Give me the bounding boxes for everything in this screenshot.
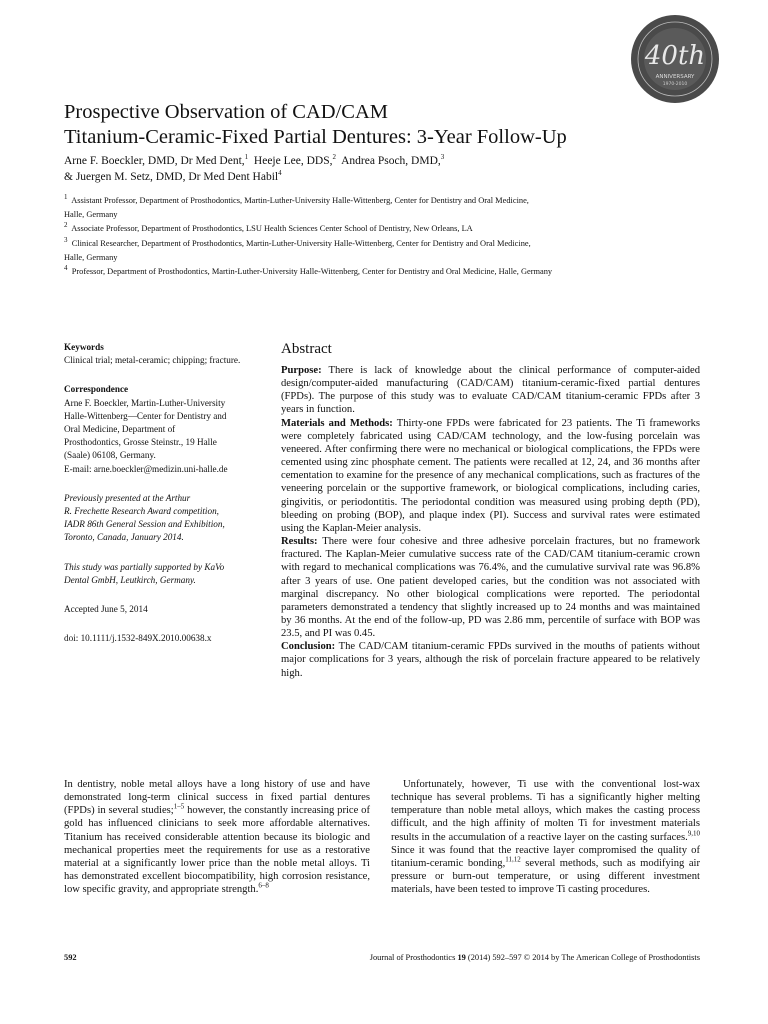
citation-ref[interactable]: 6–8 [258,881,269,890]
keywords-text: Clinical trial; metal-ceramic; chipping; fracture. [64,355,241,366]
doi-link[interactable]: doi: 10.1111/j.1532-849X.2010.00638.x [64,633,212,644]
affiliation-mark: 3 [64,235,68,244]
correspondence-line: (Saale) 06108, Germany. [64,450,156,461]
support-line: This study was partially supported by KaVo [64,561,225,572]
journal-pages: (2014) 592–597 [465,953,524,962]
support-line: Dental GmbH, Leutkirch, Germany. [64,574,196,585]
affiliation-mark: 4 [64,264,68,273]
results-text: There were four cohesive and three adhesive porcelain fractures, but no framework fractured. The Kaplan-Meier cumulative success rate of the CAD/CAM titanium-ceramic crown with regard to mechanical complications was 76.4%, and the cumulative survival rate was 96.8% after 3 years of use. One patient developed caries, but the condition was not associated with marginal discrepancy. No other biological complications were reported. The periodontal parameters demonstrated a tendency that slightly increased up to 24 months and was maintained by 36 months. At the end of the follow-up, PD was 2.86 mm, percentile of surface with BOP was 23.5, and PI was 0.45. [281,536,700,640]
accepted-date: Accepted June 5, 2014 [64,604,148,615]
body-column-right [391,778,700,896]
citation-ref[interactable]: 1–5 [173,802,185,811]
author-1-mark: 1 [244,153,249,162]
abstract-methods [281,417,700,535]
presented-line: IADR 86th General Session and Exhibition, [64,519,225,530]
presented-note [64,492,264,545]
anniversary-seal-logo [630,14,720,104]
presented-line: Toronto, Canada, January 2014. [64,532,184,543]
affiliation-3-cont [64,251,724,265]
affiliation-text: Professor, Department of Prosthodontics, Martin-Luther-University Halle-Wittenberg, Center for Dentistry and Oral Medicine, Halle, Germany [71,267,553,277]
abstract-results [281,535,700,640]
logo-years: 1970-2010 [662,82,688,87]
affiliations [64,194,724,279]
affiliation-2 [64,222,724,236]
citation-ref[interactable]: 9,10 [687,829,700,838]
methods-label: Materials and Methods: [281,417,393,429]
conclusion-label: Conclusion: [281,641,336,653]
abstract-heading: Abstract [281,341,332,357]
purpose-text: There is lack of knowledge about the clinical performance of computer-aided design/computer-aided manufacturing (CAD/CAM) titanium-ceramic-fixed partial dentures (FPDs). The purpose of this study was to evaluate CAD/CAM titanium-ceramic FPDs after 3 years in function. [281,365,700,416]
author-2-mark: 2 [332,153,336,162]
affiliation-text: Assistant Professor, Department of Prosthodontics, Martin-Luther-University Halle-Wittenberg, Center for Dentistry and Oral Medicine, [71,196,529,205]
correspondence-block [64,383,264,475]
affiliation-text: Halle, Germany [64,210,118,220]
author-3: Andrea Psoch, DMD, [341,155,441,167]
abstract-section [281,340,700,680]
author-list [64,153,714,185]
author-1: Arne F. Boeckler, DMD, Dr Med Dent, [64,155,245,167]
author-4: & Juergen M. Setz, DMD, Dr Med Dent Habil [64,171,279,183]
abstract-purpose [281,364,700,417]
affiliation-3 [64,237,724,251]
affiliation-mark: 2 [64,221,68,230]
article-sidebar [64,341,264,661]
title-line-2: Titanium-Ceramic-Fixed Partial Dentures: 3-Year Follow-Up [64,126,567,148]
keywords-heading: Keywords [64,342,104,352]
author-2: Heeje Lee, DDS, [253,155,333,167]
author-3-mark: 3 [440,153,445,162]
journal-citation [370,953,700,962]
body-text: Since it was found that the reactive layer compromised the quality of titanium-ceramic bonding, [391,844,700,869]
correspondence-line: Halle-Wittenberg—Center for Dentistry and [64,410,227,421]
keywords-block [64,341,264,367]
citation-ref[interactable]: 11,12 [505,855,521,864]
author-4-mark: 4 [278,169,282,178]
correspondence-heading: Correspondence [64,384,129,395]
correspondence-email[interactable]: E-mail: arne.boeckler@medizin.uni-halle.de [64,463,228,474]
logo-subtext: ANNIVERSARY [655,74,695,80]
correspondence-line: Oral Medicine, Department of [64,424,176,435]
affiliation-1-cont [64,208,724,222]
body-text: several methods, such as modifying air pressure or burn-out temperature, or using different investment materials, have been tested to improve Ti casting procedures. [391,857,700,896]
affiliation-4 [64,265,724,279]
title-line-1: Prospective Observation of CAD/CAM [64,101,388,123]
journal-name: Journal of Prosthodontics [369,953,458,962]
page-number: 592 [64,953,77,962]
body-text: In dentistry, noble metal alloys have a long history of use and have demonstrated long-term clinical success in fixed partial dentures (FPDs) in several studies; [64,779,370,817]
body-column-left [64,778,370,896]
presented-line: R. Frechette Research Award competition, [64,506,219,517]
results-label: Results: [281,536,318,548]
copyright-text: © 2014 by The American College of Prosthodontists [523,953,700,962]
affiliation-text: Halle, Germany [64,252,118,262]
purpose-label: Purpose: [281,365,322,376]
abstract-conclusion [281,640,700,679]
body-text: Unfortunately, however, Ti use with the conventional lost-wax technique has several problems. Ti has a significantly higher melting temperature than noble metal alloys, which makes the casting process difficult, and the high affinity of molten Ti for investment materials results in the accumulation of a reactive layer on the casting surfaces. [391,779,700,843]
conclusion-text: The CAD/CAM titanium-ceramic FPDs survived in the mouths of patients without major complications for 3 years, although the risk of porcelain fracture appeared to be relatively high. [281,641,700,679]
correspondence-line: Arne F. Boeckler, Martin-Luther-University [64,397,226,408]
affiliation-text: Clinical Researcher, Department of Prosthodontics, Martin-Luther-University Halle-Wittenberg, Center for Dentistry and Oral Medicine, [71,238,531,248]
affiliation-1 [64,194,724,208]
affiliation-mark: 1 [64,193,68,202]
body-text: however, the constantly increasing price of gold has influenced clinicians to seek more affordable alternatives. Titanium has received considerable attention because its biologic and mechanical properties meet the requirements for use as a restorative material at a significantly lower price than the noble metal alloys. Ti has demonstrated excellent biocompatibility, high corrosion resistance, low specific gravity, and appropriate strength. [64,805,370,896]
affiliation-text: Associate Professor, Department of Prosthodontics, LSU Health Sciences Center School of Dentistry, New Orleans, LA [71,224,473,234]
support-note [64,561,264,587]
methods-text: Thirty-one FPDs were fabricated for 23 patients. The Ti frameworks were completely fabricated using CAD/CAM technology, and the low-fusing porcelain was veneered. After confirming there were no mechanical or biological complications, the FPDs were cemented using zinc phosphate cement. The patients were recalled at 12, 24, and 36 months after cementation to examine for the presence of any mechanical complications, such as fractures of the veneering porcelain or the supportive framework, or biological complications, including caries, gingivitis, or periodontitis. The periodontal condition was measured using probing depth (PD), bleeding on probing (BOP), and plaque index (PI). Success and survival rates were estimated using the Kaplan-Meier analysis. [281,417,700,534]
presented-line: Previously presented at the Arthur [64,492,191,503]
correspondence-line: Prosthodontics, Grosse Steinstr., 19 Halle [64,437,217,448]
logo-number: 40th [644,41,706,71]
article-title [64,100,714,150]
journal-volume: 19 [457,953,466,962]
